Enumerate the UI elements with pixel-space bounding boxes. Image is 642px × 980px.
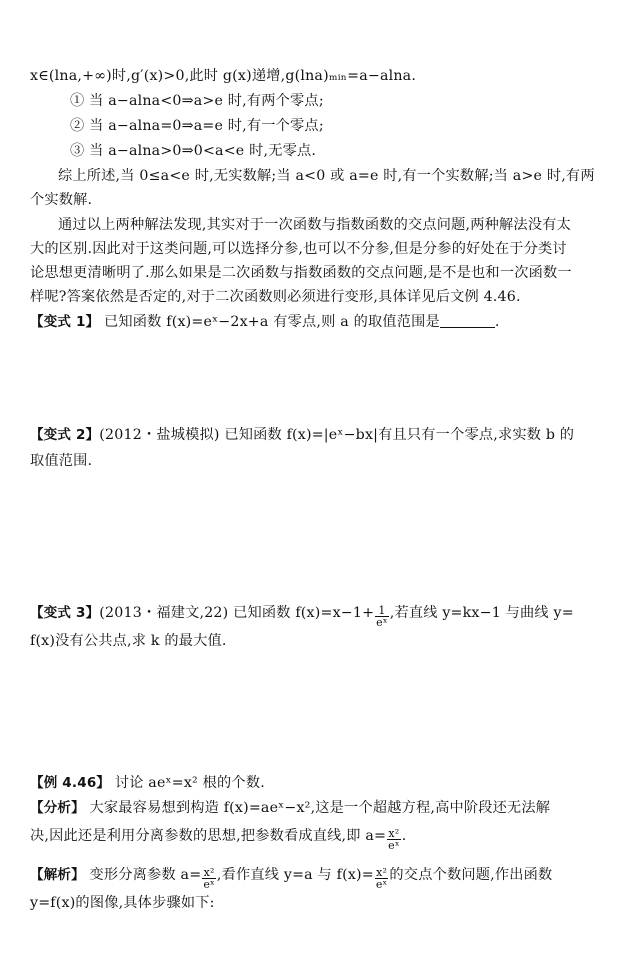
example-tag: 【例 4.46】 [30, 775, 111, 791]
solution-text-2: ,看作直线 y=a 与 f(x)= [216, 867, 374, 883]
case-3: ③ 当 a−alna>0⇒0<a<e 时,无零点. [70, 143, 317, 159]
variant-2-text: (2012・盐城模拟) 已知函数 f(x)=|eˣ−bx|有且只有一个零点,求实数 b 的 [99, 427, 575, 443]
case-2: ② 当 a−alna=0⇒a=e 时,有一个零点; [70, 118, 324, 134]
fraction: $\frac{\text{x²}}{\text{eˣ}}$ [388, 827, 400, 852]
solution-text: 变形分离参数 a= [84, 867, 202, 883]
case-1: ① 当 a−alna<0⇒a>e 时,有两个零点; [70, 93, 324, 109]
discussion-line: 大的区别.因此对于这类问题,可以选择分参,也可以不分参,但是分参的好处在于分类讨 [30, 241, 567, 257]
variant-3-text-cont: ,若直线 y=kx−1 与曲线 y= [389, 605, 574, 621]
variant-1 [30, 312, 614, 332]
variant-1-tag: 【变式 1】 [30, 314, 100, 330]
solution-line-2: y=f(x)的图像,具体步骤如下: [30, 895, 215, 911]
answer-blank[interactable] [440, 314, 495, 328]
variant-2-line-2: 取值范围. [30, 453, 93, 469]
analysis [30, 798, 614, 818]
analysis-end: . [401, 828, 407, 844]
variant-2 [30, 425, 614, 445]
analysis-tag: 【分析】 [30, 800, 85, 816]
analysis-text: 大家最容易想到构造 f(x)=aeˣ−x²,这是一个超越方程,高中阶段还无法解 [84, 800, 551, 816]
analysis-line-2 [30, 826, 614, 851]
solution-text-3: 的交点个数问题,作出函数 [389, 867, 553, 883]
example-text: 讨论 aeˣ=x² 根的个数. [110, 775, 265, 791]
fraction: $\frac{\text{x²}}{\text{eˣ}}$ [203, 866, 215, 891]
variant-2-tag: 【变式 2】 [30, 427, 100, 443]
variant-3-line-2: f(x)没有公共点,求 k 的最大值. [30, 633, 227, 649]
variant-1-end: . [494, 314, 500, 330]
variant-3-tag: 【变式 3】 [30, 605, 100, 621]
fraction: $\frac{1}{\text{eˣ}}$ [376, 604, 388, 629]
discussion-line: 论思想更清晰明了.那么如果是二次函数与指数函数的交点问题,是不是也和一次函数一 [30, 265, 572, 281]
variant-3-text: (2013・福建文,22) 已知函数 f(x)=x−1+ [99, 605, 375, 621]
variant-1-text: 已知函数 f(x)=eˣ−2x+a 有零点,则 a 的取值范围是 [99, 314, 440, 330]
discussion-line: 样呢?答案依然是否定的,对于二次函数则必须进行变形,具体详见后文例 4.46. [30, 289, 521, 305]
solution [30, 865, 614, 890]
fraction: $\frac{\text{x²}}{\text{eˣ}}$ [375, 866, 388, 891]
solution-tag: 【解析】 [30, 867, 85, 883]
example-4-46 [30, 773, 614, 793]
summary-line: 综上所述,当 0≤a<e 时,无实数解;当 a<0 或 a=e 时,有一个实数解;当 a>e 时,有两 [58, 168, 595, 184]
discussion-line: 通过以上两种解法发现,其实对于一次函数与指数函数的交点问题,两种解法没有太 [58, 217, 571, 233]
variant-3 [30, 603, 614, 628]
summary-line: 个实数解. [30, 192, 93, 208]
text-line: x∈(lna,+∞)时,g′(x)>0,此时 g(x)递增,g(lna)ₘᵢₙ=a−alna. [30, 68, 417, 84]
analysis-text-2: 决,因此还是利用分离参数的思想,把参数看成直线,即 a= [30, 828, 387, 844]
